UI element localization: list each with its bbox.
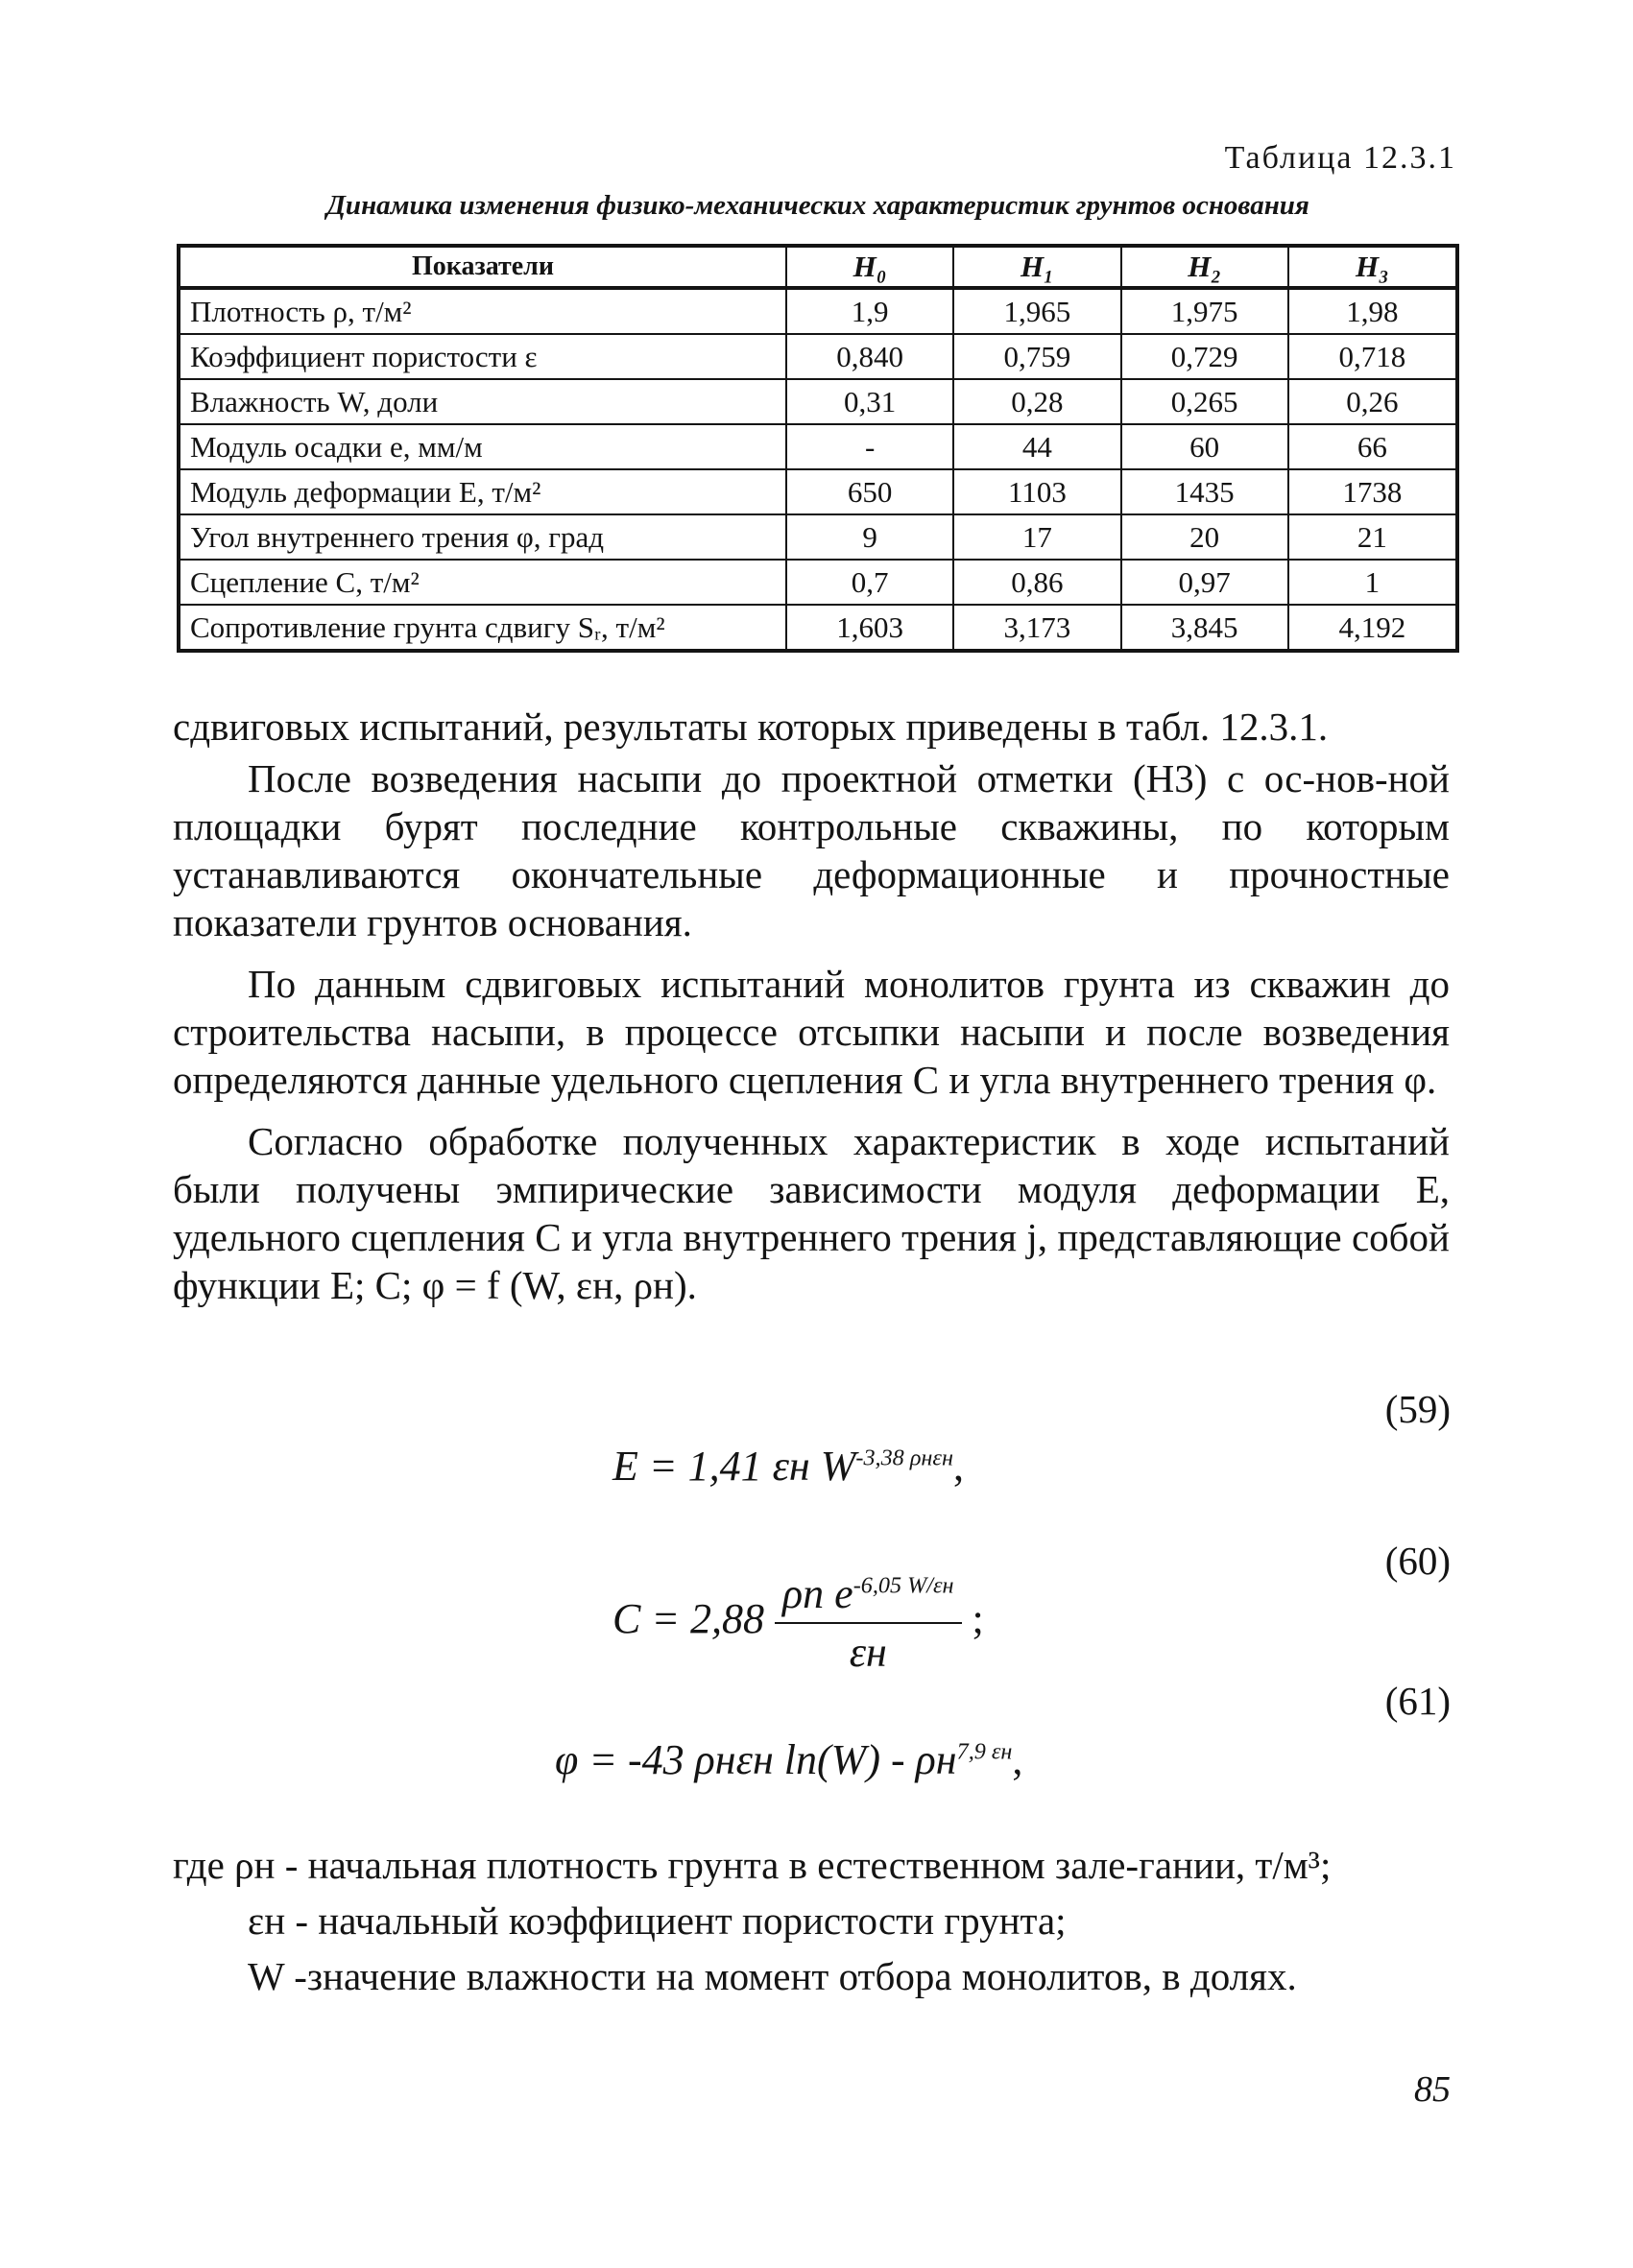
row-label: Плотность ρ, т/м²	[179, 288, 786, 334]
definition-line: W -значение влажности на момент отбора монолитов, в долях.	[248, 1954, 1297, 1998]
fraction-numerator	[775, 1569, 962, 1624]
equation-number: (61)	[1384, 1679, 1451, 1723]
table-row	[179, 514, 1457, 560]
table-cell: 21	[1288, 514, 1457, 560]
definition-line: где ρн - начальная плотность грунта в естественном зале-гании, т/м³;	[173, 1843, 1332, 1887]
table-cell: 1,9	[786, 288, 953, 334]
formula-60	[612, 1569, 984, 1677]
table-cell: 17	[953, 514, 1120, 560]
header-cell: H₃	[1288, 246, 1457, 288]
table-cell: 0,759	[953, 334, 1120, 379]
definitions-block	[173, 1841, 1450, 2000]
row-label: Модуль осадки e, мм/м	[179, 424, 786, 469]
table-cell: 20	[1121, 514, 1288, 560]
table-row	[179, 560, 1457, 605]
table-row	[179, 288, 1457, 334]
table-cell: 9	[786, 514, 953, 560]
table-cell: 3,845	[1121, 605, 1288, 651]
row-label: Угол внутреннего трения φ, град	[179, 514, 786, 560]
table-cell: 0,28	[953, 379, 1120, 424]
formula-exponent: 7,9 εн	[956, 1738, 1013, 1765]
table-cell: 0,97	[1121, 560, 1288, 605]
table-cell: 1435	[1121, 469, 1288, 514]
row-label: Коэффициент пористости ε	[179, 334, 786, 379]
table-cell: 1103	[953, 469, 1120, 514]
table-cell: 0,7	[786, 560, 953, 605]
header-cell: H₁	[953, 246, 1120, 288]
header-cell: Показатели	[179, 246, 786, 288]
table-cell: 1,965	[953, 288, 1120, 334]
formula-lhs: E = 1,41 εн W	[612, 1443, 856, 1490]
table-cell: 44	[953, 424, 1120, 469]
paragraph: Согласно обработке полученных характеристик в ходе испытаний были получены эмпирические зависимости модуля деформации E, удельного сцепления C и угла внутреннего трения j, представляющие собой функции E; C; φ = f (W, εн, ρн).	[173, 1119, 1450, 1307]
formula-exponent: -6,05 W/εн	[853, 1572, 954, 1599]
table-cell: 1,975	[1121, 288, 1288, 334]
formula-61	[555, 1735, 1022, 1784]
table-cell: 0,86	[953, 560, 1120, 605]
table-cell: 0,729	[1121, 334, 1288, 379]
numerator-text: ρn e	[782, 1570, 853, 1617]
table-caption: Динамика изменения физико-механических характеристик грунтов основания	[326, 190, 1309, 221]
table-cell: 0,718	[1288, 334, 1457, 379]
table-row	[179, 605, 1457, 651]
row-label: Сопротивление грунта сдвигу Sᵣ, т/м²	[179, 605, 786, 651]
equation-number: (59)	[1384, 1387, 1451, 1431]
definition-line: εн - начальный коэффициент пористости грунта;	[248, 1898, 1067, 1943]
formula-lhs: C = 2,88	[612, 1595, 765, 1643]
table-row	[179, 424, 1457, 469]
table-row	[179, 334, 1457, 379]
table-cell: 0,265	[1121, 379, 1288, 424]
row-label: Модуль деформации E, т/м²	[179, 469, 786, 514]
table-cell: 0,31	[786, 379, 953, 424]
formula-fraction	[775, 1569, 962, 1677]
table-cell: 1,98	[1288, 288, 1457, 334]
table-cell: 1	[1288, 560, 1457, 605]
formula-tail: ;	[972, 1595, 984, 1643]
header-cell: H₀	[786, 246, 953, 288]
formula-tail: ,	[952, 1443, 964, 1490]
row-label: Сцепление C, т/м²	[179, 560, 786, 605]
characteristics-table	[177, 244, 1459, 653]
equation-number: (60)	[1384, 1539, 1451, 1583]
table-label: Таблица 12.3.1	[1224, 140, 1456, 176]
formula-59	[612, 1442, 964, 1491]
table-header-row	[179, 246, 1457, 288]
paragraph: По данным сдвиговых испытаний монолитов грунта из скважин до строительства насыпи, в процессе отсыпки насыпи и после возведения определяются данные удельного сцепления C и угла внутреннего трения φ.	[173, 962, 1450, 1102]
table-row	[179, 469, 1457, 514]
formula-lhs: φ = -43 ρнεн ln(W) - ρн	[555, 1736, 957, 1783]
table-cell: 650	[786, 469, 953, 514]
table-cell: 4,192	[1288, 605, 1457, 651]
table-cell: 3,173	[953, 605, 1120, 651]
table-cell: 1738	[1288, 469, 1457, 514]
body-text-block	[173, 703, 1450, 1309]
table-cell: 1,603	[786, 605, 953, 651]
paragraph: сдвиговых испытаний, результаты которых приведены в табл. 12.3.1.	[173, 704, 1329, 749]
table-cell: 0,840	[786, 334, 953, 379]
paragraph: После возведения насыпи до проектной отметки (H3) с ос-нов-ной площадки бурят последние контрольные скважины, по которым устанавливаются окончательные деформационные и прочностные показатели грунтов основания.	[173, 756, 1450, 944]
fraction-denominator: εн	[849, 1629, 887, 1676]
table-cell: 0,26	[1288, 379, 1457, 424]
row-label: Влажность W, доли	[179, 379, 786, 424]
table-row	[179, 379, 1457, 424]
table-cell: 66	[1288, 424, 1457, 469]
page-number: 85	[1414, 2069, 1451, 2110]
formula-tail: ,	[1012, 1736, 1023, 1783]
header-cell: H₂	[1121, 246, 1288, 288]
table-cell: 60	[1121, 424, 1288, 469]
formula-exponent: -3,38 ρнεн	[855, 1444, 953, 1471]
table-cell: -	[786, 424, 953, 469]
